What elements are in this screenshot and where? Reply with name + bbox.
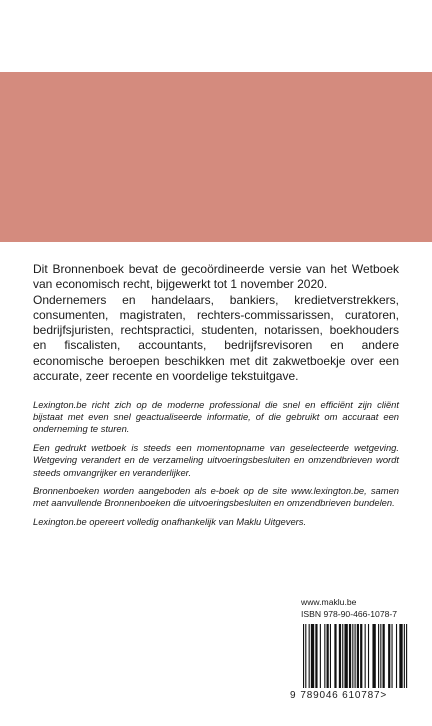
barcode-bar [352, 624, 353, 688]
note-paragraph: Lexington.be richt zich op de moderne professional die snel en efficiënt zijn cliënt bijstaat met even snel geactualiseerde informatie, of die gebruikt om accuraat een onderneming te sturen. [33, 399, 399, 435]
note-paragraph: Bronnenboeken worden aangeboden als e-boek op de site www.lexington.be, samen met aanvullende Bronnenboeken die uitvoeringsbesluiten en omzendbrieven bundelen. [33, 485, 399, 509]
barcode-bar [365, 624, 366, 688]
barcode-bar [368, 624, 369, 688]
publisher-website: www.maklu.be [301, 597, 357, 607]
barcode-bar [327, 624, 329, 688]
barcode-bar [391, 624, 392, 688]
barcode-bar [339, 624, 341, 688]
barcode-bar [311, 624, 314, 688]
barcode-bar [303, 624, 304, 688]
barcode-bar [388, 624, 390, 688]
barcode-bar [372, 624, 375, 688]
barcode-bar [399, 624, 402, 688]
barcode-bar [355, 624, 356, 688]
barcode-bar [305, 624, 306, 688]
intro-paragraph-2: Ondernemers en handelaars, bankiers, kredietverstrekkers, consumenten, magistraten, rechters-commissarissen, curatoren, bedrijfsjuristen, rechtspractici, studenten, notarissen, boekhouders en fiscalisten, accountants, bedrijfsrevisoren en andere economische beroepen beschikken met dit zakwetboekje over een accurate, zeer recente en voordelige tekstuitgave. [33, 292, 399, 384]
intro-paragraph-1: Dit Bronnenboek bevat de gecoördineerde versie van het Wetboek van economisch recht, bijgewerkt tot 1 november 2020. [33, 262, 399, 292]
barcode-trailer: > [380, 690, 387, 701]
barcode-bar [378, 624, 379, 688]
barcode-graphic [302, 624, 420, 688]
barcode-bar [383, 624, 385, 688]
note-paragraph: Lexington.be opereert volledig onafhankelijk van Maklu Uitgevers. [33, 516, 307, 528]
barcode-digits [290, 690, 430, 701]
barcode-bar [334, 624, 336, 688]
barcode-bar [309, 624, 310, 688]
barcode-bar [324, 624, 325, 688]
barcode-bar [330, 624, 331, 688]
cover-color-band [0, 72, 432, 242]
barcode-bar [404, 624, 405, 688]
barcode-bar [315, 624, 317, 688]
barcode-bar [344, 624, 347, 688]
barcode-bar [342, 624, 343, 688]
barcode-bar [349, 624, 351, 688]
barcode-group-1: 789046 [300, 690, 339, 701]
barcode-bar [357, 624, 359, 688]
intro-text [33, 262, 399, 384]
barcode-bar [360, 624, 362, 688]
barcode-lead-digit: 9 [290, 690, 297, 701]
barcode-group-2: 610787 [342, 690, 381, 701]
italic-notes [33, 399, 399, 535]
publisher-meta [301, 597, 427, 620]
barcode-bar [380, 624, 381, 688]
barcode-bar [396, 624, 397, 688]
isbn-label: ISBN 978-90-466-1078-7 [301, 608, 398, 619]
barcode-bar [320, 624, 321, 688]
barcode-bar [406, 624, 407, 688]
barcode [302, 624, 420, 688]
note-paragraph: Een gedrukt wetboek is steeds een momentopname van geselecteerde wetgeving. Wetgeving verandert en de verzameling uitvoeringsbesluiten en omzendbrieven wordt steeds omvangrijker en veranderlijker. [33, 442, 399, 478]
